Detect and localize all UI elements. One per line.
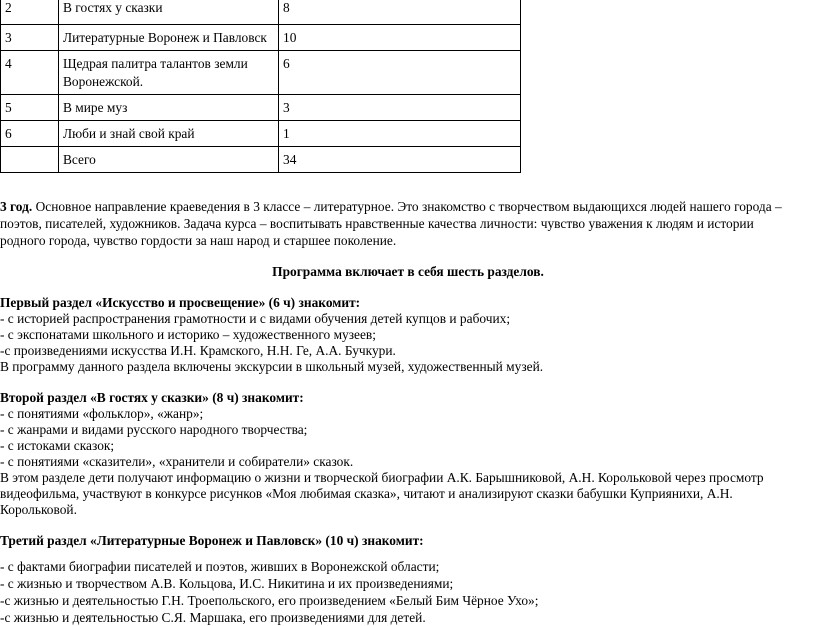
section-1-line: - с историей распространения грамотности и с видами обучения детей купцов и рабочих; [0, 311, 511, 326]
row-section-name: В гостях у сказки [59, 0, 279, 25]
section-2-line: Корольковой. [0, 502, 77, 517]
row-number: 5 [1, 95, 59, 121]
row-number [1, 147, 59, 173]
section-1-heading: Первый раздел «Искусство и просвещение» (6 ч) знакомит: [0, 295, 361, 310]
table-row [1, 121, 521, 147]
intro-line-1 [0, 199, 782, 215]
section-2-line: - с жанрами и видами русского народного творчества; [0, 422, 308, 437]
section-2-line: - с понятиями «фольклор», «жанр»; [0, 406, 204, 421]
row-hours: 6 [279, 51, 521, 95]
section-3-line: -с жизнью и деятельностью С.Я. Маршака, его произведениями для детей. [0, 610, 426, 625]
section-3-line: - с фактами биографии писателей и поэтов, живших в Воронежской области; [0, 559, 440, 574]
section-3-line: - с жизнью и творчеством А.В. Кольцова, И.С. Никитина и их произведениями; [0, 576, 454, 591]
row-section-name: Щедрая палитра талантов земли Воронежской. [59, 51, 279, 95]
intro-lead: 3 год. [0, 199, 33, 214]
row-hours: 8 [279, 0, 521, 25]
program-heading: Программа включает в себя шесть разделов. [272, 264, 544, 279]
intro-line-3: родного города, чувство гордости за наш народ и старшее поколение. [0, 233, 397, 248]
section-1-line: -с произведениями искусства И.Н. Крамского, Н.Н. Ге, А.А. Бучкури. [0, 343, 396, 358]
row-section-name: В мире муз [59, 95, 279, 121]
section-2-heading: Второй раздел «В гостях у сказки» (8 ч) знакомит: [0, 390, 304, 405]
section-2-line: видеофильма, участвуют в конкурсе рисунков «Моя любимая сказка», читают и анализируют сказки бабушки Куприянихи, А.Н. [0, 486, 733, 501]
intro-line-2: поэтов, писателей, художников. Задача курса – воспитывать нравственные качества личности: чувство уважения к людям и истории [0, 216, 754, 231]
table-row [1, 0, 521, 25]
row-number: 3 [1, 25, 59, 51]
row-number: 2 [1, 0, 59, 25]
section-1-line: - с экспонатами школьного и историко – художественного музеев; [0, 327, 376, 342]
row-hours: 1 [279, 121, 521, 147]
row-number: 4 [1, 51, 59, 95]
row-hours: 34 [279, 147, 521, 173]
section-2-line: В этом разделе дети получают информацию о жизни и творческой биографии А.К. Барышниковой, А.Н. Корольковой через просмотр [0, 470, 764, 485]
section-3-heading: Третий раздел «Литературные Воронеж и Павловск» (10 ч) знакомит: [0, 533, 424, 548]
course-hours-table [0, 0, 521, 173]
table-row-total [1, 147, 521, 173]
section-2-line: - с истоками сказок; [0, 438, 115, 453]
row-section-name: Люби и знай свой край [59, 121, 279, 147]
row-hours: 10 [279, 25, 521, 51]
table-row [1, 95, 521, 121]
section-2-line: - с понятиями «сказители», «хранители и собиратели» сказок. [0, 454, 354, 469]
table-row [1, 51, 521, 95]
table-row [1, 25, 521, 51]
section-1-line: В программу данного раздела включены экскурсии в школьный музей, художественный музей. [0, 359, 544, 374]
intro-text-1: Основное направление краеведения в 3 классе – литературное. Это знакомство с творчеством выдающихся людей нашего города – [32, 199, 782, 214]
row-hours: 3 [279, 95, 521, 121]
row-section-name: Литературные Воронеж и Павловск [59, 25, 279, 51]
row-number: 6 [1, 121, 59, 147]
section-3-line: -с жизнью и деятельностью Г.Н. Троепольского, его произведением «Белый Бим Чёрное Ухо»; [0, 593, 539, 608]
row-section-name: Всего [59, 147, 279, 173]
